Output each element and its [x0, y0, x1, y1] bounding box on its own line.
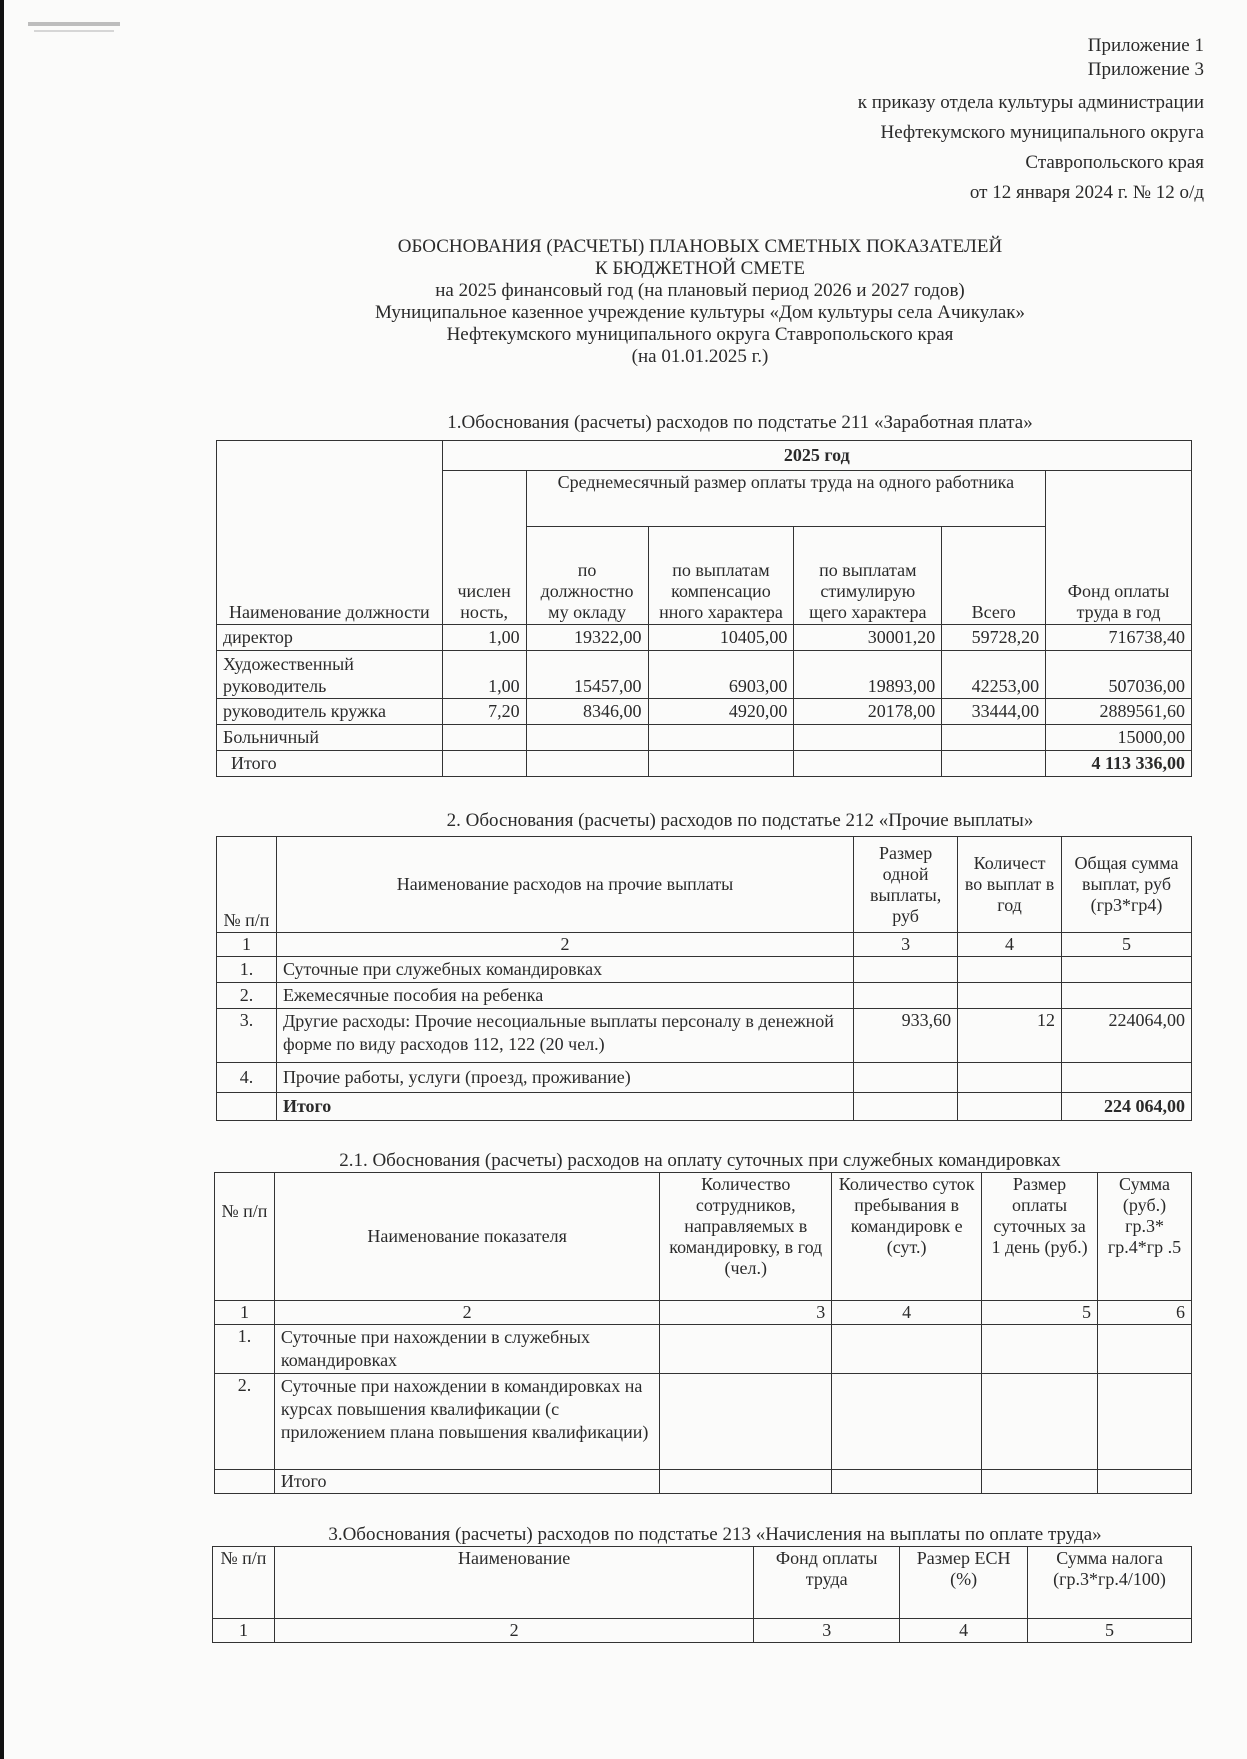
column-numbers-row — [215, 1301, 1192, 1325]
col-num: 2 — [274, 1619, 753, 1643]
cell-stim: 20178,00 — [794, 699, 942, 725]
cell-comp: 10405,00 — [648, 625, 794, 651]
header-annual-fund: Фонд оплаты труда в год — [1046, 471, 1192, 625]
cell-salary: 8346,00 — [526, 699, 648, 725]
header-total: Всего — [942, 527, 1046, 625]
cell-total: 33444,00 — [942, 699, 1046, 725]
payroll-taxes-table — [212, 1546, 1192, 1643]
cell-size — [854, 1063, 958, 1093]
header-rate: Размер ЕСН (%) — [900, 1547, 1028, 1619]
header-line: Ставропольского края — [1025, 152, 1204, 173]
per-diem-table — [214, 1172, 1192, 1494]
title-line: Нефтекумского муниципального округа Ставропольского края — [446, 324, 954, 345]
col-num: 1 — [213, 1619, 275, 1643]
cell-num: 2. — [217, 983, 277, 1009]
empty-cell — [832, 1325, 982, 1374]
header-line: Нефтекумского муниципального округа — [880, 122, 1204, 143]
section3-title: 3.Обоснования (расчеты) расходов по подстатье 213 «Начисления на выплаты по оплате труда» — [328, 1524, 1102, 1545]
cell-size: 933,60 — [854, 1009, 958, 1063]
section2-title: 2. Обоснования (расчеты) расходов по подстатье 212 «Прочие выплаты» — [446, 810, 1034, 831]
empty-cell — [1098, 1374, 1192, 1470]
cell-name: Другие расходы: Прочие несоциальные выплаты персоналу в денежной форме по виду расходов 112, 122 (20 чел.) — [276, 1009, 853, 1063]
total-row — [215, 1470, 1192, 1494]
empty-cell — [794, 751, 942, 777]
cell-fund: 2889561,60 — [1046, 699, 1192, 725]
header-name: Наименование — [274, 1547, 753, 1619]
total-label: Итого — [274, 1470, 659, 1494]
header-days: Количество суток пребывания в командировк е (сут.) — [832, 1173, 982, 1301]
empty-cell — [526, 751, 648, 777]
cell-num: 3. — [217, 1009, 277, 1063]
cell-name: Больничный — [217, 725, 443, 751]
header-sum: Сумма (руб.) гр.3* гр.4*гр .5 — [1098, 1173, 1192, 1301]
col-num: 4 — [900, 1619, 1028, 1643]
table-row — [217, 699, 1192, 725]
header-compensation: по выплатам компенсацио нного характера — [648, 527, 794, 625]
cell-name: директор — [217, 625, 443, 651]
total-label: Итого — [217, 751, 443, 777]
header-incentive: по выплатам стимулирую щего характера — [794, 527, 942, 625]
empty-cell — [832, 1470, 982, 1494]
appendix-header — [858, 34, 1204, 208]
cell-count — [442, 725, 526, 751]
cell-comp: 6903,00 — [648, 651, 794, 699]
col-num: 6 — [1098, 1301, 1192, 1325]
col-num: 2 — [276, 933, 853, 957]
header-line: Приложение 1 — [1087, 35, 1204, 56]
empty-cell — [832, 1374, 982, 1470]
cell-total — [942, 725, 1046, 751]
empty-cell — [660, 1325, 832, 1374]
cell-sum — [1062, 983, 1192, 1009]
cell-name: Прочие работы, услуги (проезд, проживание) — [276, 1063, 853, 1093]
col-num: 3 — [660, 1301, 832, 1325]
scan-mark — [28, 22, 120, 26]
cell-name: руководитель кружка — [217, 699, 443, 725]
header-qty: Количест во выплат в год — [958, 837, 1062, 933]
header-size: Размер одной выплаты, руб — [854, 837, 958, 933]
empty-cell — [217, 1093, 277, 1121]
cell-salary — [526, 725, 648, 751]
header-base-salary: по должностно му окладу — [526, 527, 648, 625]
empty-cell — [982, 1325, 1098, 1374]
col-num: 2 — [274, 1301, 659, 1325]
table-row — [217, 1063, 1192, 1093]
scan-left-edge — [0, 0, 4, 1759]
header-position-name: Наименование должности — [217, 441, 443, 625]
title-line: ОБОСНОВАНИЯ (РАСЧЕТЫ) ПЛАНОВЫХ СМЕТНЫХ ПОКАЗАТЕЛЕЙ — [397, 236, 1003, 257]
table-row — [215, 1325, 1192, 1374]
column-numbers-row — [213, 1619, 1192, 1643]
total-row — [217, 751, 1192, 777]
cell-total: 42253,00 — [942, 651, 1046, 699]
cell-total: 59728,20 — [942, 625, 1046, 651]
cell-qty — [958, 957, 1062, 983]
cell-name: Ежемесячные пособия на ребенка — [276, 983, 853, 1009]
cell-count: 1,00 — [442, 651, 526, 699]
table-row — [217, 957, 1192, 983]
empty-cell — [958, 1093, 1062, 1121]
header-sum: Общая сумма выплат, руб (гр3*гр4) — [1062, 837, 1192, 933]
document-title — [240, 236, 1160, 368]
empty-cell — [942, 751, 1046, 777]
cell-name: Суточные при нахождении в служебных командировках — [274, 1325, 659, 1374]
header-line: Приложение 3 — [1087, 59, 1204, 80]
header-average-salary: Среднемесячный размер оплаты труда на одного работника — [526, 471, 1046, 527]
total-value: 4 113 336,00 — [1046, 751, 1192, 777]
cell-comp: 4920,00 — [648, 699, 794, 725]
table-row — [217, 651, 1192, 699]
cell-sum — [1062, 957, 1192, 983]
col-num: 4 — [832, 1301, 982, 1325]
other-payments-table — [216, 836, 1192, 1121]
cell-qty — [958, 983, 1062, 1009]
cell-name: Художественный руководитель — [217, 651, 443, 699]
empty-cell — [215, 1470, 275, 1494]
empty-cell — [1098, 1470, 1192, 1494]
col-num: 5 — [1062, 933, 1192, 957]
col-num: 5 — [1028, 1619, 1192, 1643]
empty-cell — [442, 751, 526, 777]
header-num: № п/п — [217, 837, 277, 933]
empty-cell — [982, 1470, 1098, 1494]
cell-num: 1. — [217, 957, 277, 983]
table-row — [215, 1374, 1192, 1470]
cell-sum — [1062, 1063, 1192, 1093]
cell-count: 1,00 — [442, 625, 526, 651]
cell-name: Суточные при нахождении в командировках на курсах повышения квалификации (с приложением плана повышения квалификации) — [274, 1374, 659, 1470]
section1-title: 1.Обоснования (расчеты) расходов по подстатье 211 «Заработная плата» — [447, 412, 1033, 433]
empty-cell — [1098, 1325, 1192, 1374]
cell-count: 7,20 — [442, 699, 526, 725]
header-line: к приказу отдела культуры администрации — [857, 92, 1204, 113]
empty-cell — [648, 751, 794, 777]
scan-mark — [34, 30, 114, 32]
cell-stim — [794, 725, 942, 751]
table-row — [217, 1009, 1192, 1063]
cell-stim: 19893,00 — [794, 651, 942, 699]
salary-table — [216, 440, 1192, 777]
cell-fund: 507036,00 — [1046, 651, 1192, 699]
cell-num: 2. — [215, 1374, 275, 1470]
cell-fund: 15000,00 — [1046, 725, 1192, 751]
table-row — [217, 725, 1192, 751]
column-numbers-row — [217, 933, 1192, 957]
cell-num: 1. — [215, 1325, 275, 1374]
header-name: Наименование показателя — [274, 1173, 659, 1301]
col-num: 5 — [982, 1301, 1098, 1325]
empty-cell — [660, 1470, 832, 1494]
header-year: 2025 год — [442, 441, 1191, 471]
col-num: 1 — [215, 1301, 275, 1325]
section21-title: 2.1. Обоснования (расчеты) расходов на оплату суточных при служебных командировках — [339, 1150, 1061, 1171]
cell-comp — [648, 725, 794, 751]
title-line: (на 01.01.2025 г.) — [631, 346, 769, 367]
cell-stim: 30001,20 — [794, 625, 942, 651]
cell-qty — [958, 1063, 1062, 1093]
empty-cell — [854, 1093, 958, 1121]
title-line: Муниципальное казенное учреждение культуры «Дом культуры села Ачикулак» — [375, 302, 1025, 323]
cell-fund: 716738,40 — [1046, 625, 1192, 651]
header-name: Наименование расходов на прочие выплаты — [276, 837, 853, 933]
table-row — [217, 625, 1192, 651]
header-rate: Размер оплаты суточных за 1 день (руб.) — [982, 1173, 1098, 1301]
cell-size — [854, 983, 958, 1009]
total-label: Итого — [276, 1093, 853, 1121]
table-row — [217, 983, 1192, 1009]
col-num: 1 — [217, 933, 277, 957]
cell-qty: 12 — [958, 1009, 1062, 1063]
title-line: К БЮДЖЕТНОЙ СМЕТЕ — [595, 258, 805, 279]
header-num: № п/п — [215, 1173, 275, 1301]
cell-salary: 15457,00 — [526, 651, 648, 699]
cell-num: 4. — [217, 1063, 277, 1093]
col-num: 3 — [754, 1619, 900, 1643]
header-num: № п/п — [213, 1547, 275, 1619]
cell-name: Суточные при служебных командировках — [276, 957, 853, 983]
cell-sum: 224064,00 — [1062, 1009, 1192, 1063]
empty-cell — [982, 1374, 1098, 1470]
cell-size — [854, 957, 958, 983]
header-staff-count: числен ность, — [442, 471, 526, 625]
total-row — [217, 1093, 1192, 1121]
col-num: 4 — [958, 933, 1062, 957]
header-fund: Фонд оплаты труда — [754, 1547, 900, 1619]
header-tax: Сумма налога (гр.3*гр.4/100) — [1028, 1547, 1192, 1619]
total-value: 224 064,00 — [1062, 1093, 1192, 1121]
cell-salary: 19322,00 — [526, 625, 648, 651]
title-line: на 2025 финансовый год (на плановый период 2026 и 2027 годов) — [435, 280, 965, 301]
col-num: 3 — [854, 933, 958, 957]
header-line: от 12 января 2024 г. № 12 о/д — [969, 182, 1204, 203]
header-staff: Количество сотрудников, направляемых в командировку, в год (чел.) — [660, 1173, 832, 1301]
empty-cell — [660, 1374, 832, 1470]
